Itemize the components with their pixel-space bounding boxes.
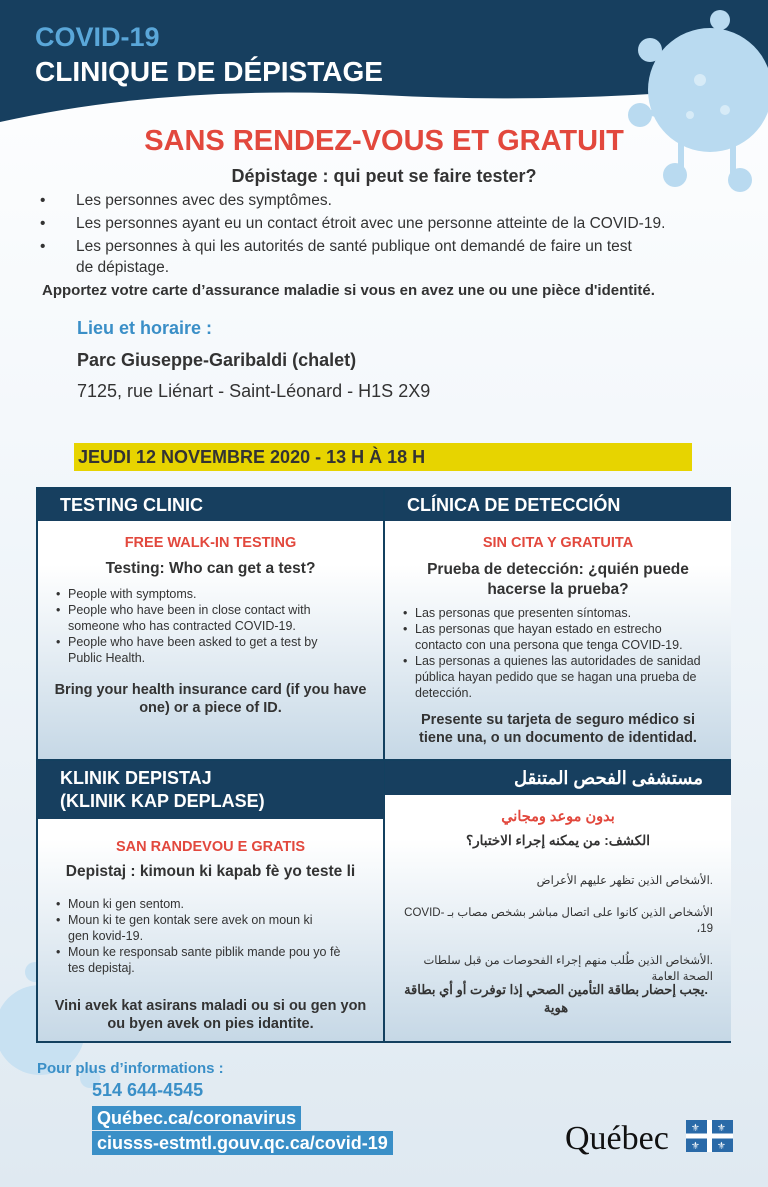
panel-bring: .يجب إحضار بطاقة التأمين الصحي إذا توفرت أو أي بطاقة هوية bbox=[404, 982, 708, 1015]
panel-header bbox=[38, 489, 383, 521]
date-text: JEUDI 12 NOVEMBRE 2020 - 13 H À 18 H bbox=[78, 447, 426, 467]
panel-header bbox=[385, 489, 731, 521]
panel-list bbox=[56, 586, 371, 666]
website-link-quebec[interactable]: Québec.ca/coronavirus bbox=[92, 1106, 301, 1130]
panel-creole bbox=[38, 759, 385, 1041]
panel-header bbox=[385, 761, 731, 795]
panel-title: مستشفى الفحص المتنقل bbox=[513, 768, 703, 788]
panel-header bbox=[38, 761, 384, 819]
panel-question: Prueba de detección: ¿quién puede hacerse la prueba? bbox=[427, 561, 689, 598]
translations-grid bbox=[36, 487, 731, 1043]
panel-arabic bbox=[385, 759, 731, 1041]
list-item: • Las personas que presenten síntomas. bbox=[403, 605, 719, 621]
list-item: .الأشخاص الذين تظهر عليهم الأعراض bbox=[536, 875, 713, 887]
svg-text:⚜: ⚜ bbox=[691, 1123, 700, 1134]
panel-list bbox=[56, 896, 371, 976]
list-item: • People who have been in close contact with someone who has contracted COVID-19. bbox=[56, 602, 338, 634]
eligibility-question: Dépistage : qui peut se faire tester? bbox=[231, 166, 537, 186]
panel-bring: Vini avek kat asirans maladi ou si ou gen yon ou byen avek on pies idantite. bbox=[54, 998, 367, 1032]
date-banner bbox=[74, 443, 692, 471]
panel-question: Testing: Who can get a test? bbox=[105, 560, 316, 577]
bring-card-note: Apportez votre carte d’assurance maladie si vous en avez une ou une pièce d'identité. bbox=[42, 282, 655, 299]
list-item: • Les personnes ayant eu un contact étroit avec une personne atteinte de la COVID-19. bbox=[40, 213, 730, 234]
eligibility-list bbox=[40, 190, 730, 280]
panel-title bbox=[60, 767, 265, 813]
panel-spanish bbox=[385, 489, 731, 759]
svg-text:⚜: ⚜ bbox=[691, 1141, 700, 1152]
header-title: CLINIQUE DE DÉPISTAGE bbox=[35, 56, 383, 87]
list-item: • People with symptoms. bbox=[56, 586, 371, 602]
panel-tag: SAN RANDEVOU E GRATIS bbox=[115, 839, 306, 855]
panel-title-line2: (KLINIK KAP DEPLASE) bbox=[60, 791, 265, 811]
quebec-flag-icon bbox=[686, 1120, 733, 1152]
panel-bring: Presente su tarjeta de seguro médico si tiene una, o un documento de identidad. bbox=[419, 712, 697, 746]
phone-number[interactable]: 514 644-4545 bbox=[92, 1080, 204, 1100]
panel-tag: بدون موعد ومجاني bbox=[501, 809, 615, 825]
more-info-label: Pour plus d’informations : bbox=[37, 1060, 224, 1077]
list-item: الأشخاص الذين كانوا على اتصال مباشر بشخص مصاب بـ COVID-19، bbox=[404, 907, 713, 935]
headline: SANS RENDEZ-VOUS ET GRATUIT bbox=[144, 125, 624, 157]
panel-tag: SIN CITA Y GRATUITA bbox=[482, 535, 634, 551]
panel-list bbox=[403, 605, 719, 701]
list-item: • Les personnes avec des symptômes. bbox=[40, 190, 730, 211]
panel-bring: Bring your health insurance card (if you have one) or a piece of ID. bbox=[54, 682, 367, 716]
location-name: Parc Giuseppe-Garibaldi (chalet) bbox=[77, 350, 357, 370]
panel-title: CLÍNICA DE DETECCIÓN bbox=[407, 495, 621, 515]
list-item: • Moun ki te gen kontak sere avek on moun ki gen kovid-19. bbox=[56, 912, 328, 944]
list-item: • People who have been asked to get a test by Public Health. bbox=[56, 634, 338, 666]
list-item: • Las personas a quienes las autoridades de sanidad pública hayan pedido que se hagan una prueba de detección. bbox=[403, 653, 705, 701]
location-label: Lieu et horaire : bbox=[77, 318, 213, 338]
panel-english bbox=[38, 489, 385, 759]
panel-title: TESTING CLINIC bbox=[60, 495, 203, 515]
list-item: • Las personas que hayan estado en estrecho contacto con una persona que tenga COVID-19. bbox=[403, 621, 695, 653]
svg-text:⚜: ⚜ bbox=[717, 1123, 726, 1134]
panel-tag: FREE WALK-IN TESTING bbox=[124, 535, 297, 551]
header-kicker: COVID-19 bbox=[35, 22, 160, 52]
list-item: • Moun ke responsab sante piblik mande pou yo fè tes depistaj. bbox=[56, 944, 348, 976]
location-address: 7125, rue Liénart - Saint-Léonard - H1S 2X9 bbox=[77, 381, 431, 401]
list-item: .الأشخاص الذين طُلب منهم إجراء الفحوصات من قبل سلطات الصحة العامة bbox=[423, 955, 713, 983]
list-item: • Les personnes à qui les autorités de santé publique ont demandé de faire un test de dépistage. bbox=[40, 236, 636, 278]
list-item: • Moun ki gen sentom. bbox=[56, 896, 371, 912]
panel-question: الكشف: من يمكنه إجراء الاختبار؟ bbox=[465, 833, 651, 848]
panel-list bbox=[403, 873, 713, 985]
quebec-logo: Québec bbox=[565, 1120, 669, 1157]
panel-title-line1: KLINIK DEPISTAJ bbox=[60, 768, 212, 788]
svg-text:⚜: ⚜ bbox=[717, 1141, 726, 1152]
panel-question: Depistaj : kimoun ki kapab fè yo teste li bbox=[65, 863, 356, 880]
website-link-ciusss[interactable]: ciusss-estmtl.gouv.qc.ca/covid-19 bbox=[92, 1131, 393, 1155]
